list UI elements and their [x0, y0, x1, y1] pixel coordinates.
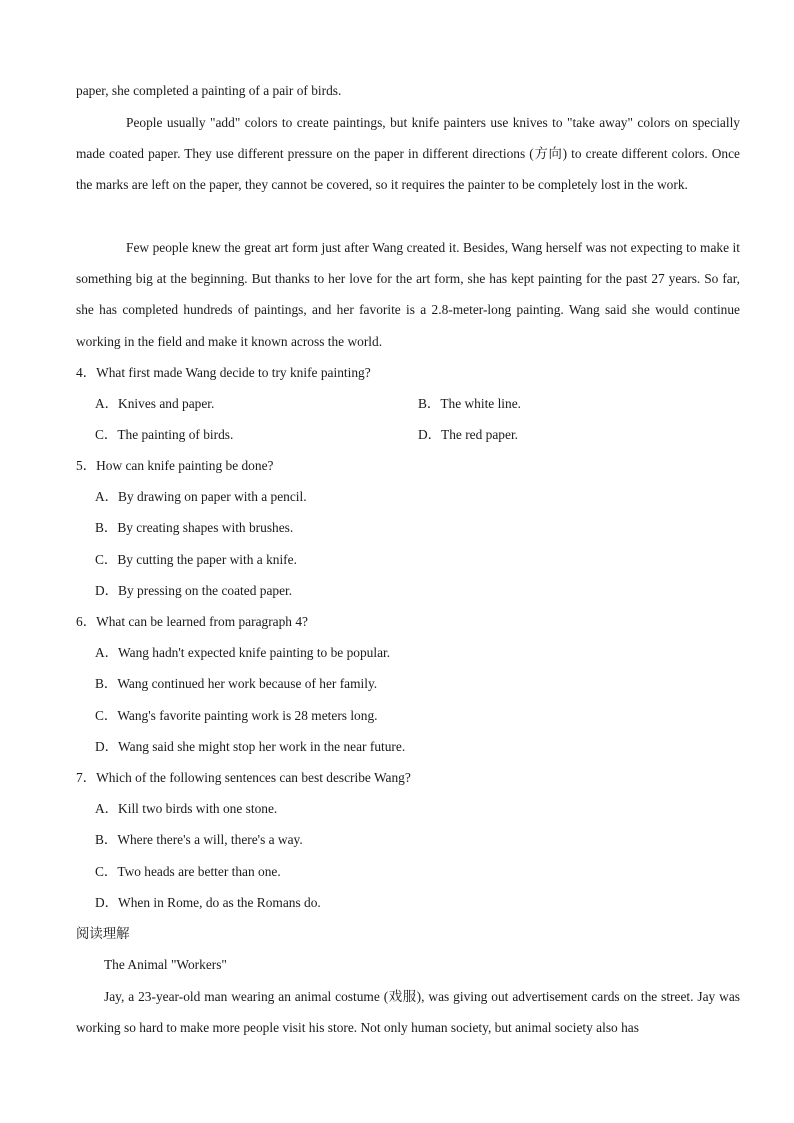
- question-6-option-c[interactable]: C．Wang's favorite painting work is 28 meters long.: [95, 708, 378, 723]
- article-title: The Animal "Workers": [104, 957, 227, 972]
- passage-paragraph-3: [76, 107, 740, 201]
- question-6-option-a[interactable]: A．Wang hadn't expected knife painting to be popular.: [95, 645, 391, 660]
- question-5-option-a[interactable]: A．By drawing on paper with a pencil.: [95, 489, 307, 504]
- article-paragraph-1: [76, 981, 740, 1043]
- question-4-stem: 4．What first made Wang decide to try knife painting?: [76, 365, 371, 380]
- passage-paragraph-4: [76, 232, 740, 357]
- question-7-option-d[interactable]: D．When in Rome, do as the Romans do.: [95, 895, 321, 910]
- article-paragraph-1-text: Jay, a 23-year-old man wearing an animal costume (戏服), was giving out advertisement cards on the street. Jay was working so hard to make more people visit his store. Not only human society, but animal society also has: [76, 989, 740, 1036]
- question-4-option-c[interactable]: C．The painting of birds.: [95, 427, 234, 442]
- question-7-option-c[interactable]: C．Two heads are better than one.: [95, 864, 281, 879]
- question-7-option-a[interactable]: A．Kill two birds with one stone.: [95, 801, 278, 816]
- question-5-option-c[interactable]: C．By cutting the paper with a knife.: [95, 552, 297, 567]
- question-7-option-b[interactable]: B．Where there's a will, there's a way.: [95, 832, 303, 847]
- passage-line-top: paper, she completed a painting of a pair of birds.: [76, 83, 342, 98]
- question-5-option-b[interactable]: B．By creating shapes with brushes.: [95, 520, 294, 535]
- question-5-option-d[interactable]: D．By pressing on the coated paper.: [95, 583, 293, 598]
- question-6-stem: 6．What can be learned from paragraph 4?: [76, 614, 308, 629]
- paragraph-4-text: Few people knew the great art form just after Wang created it. Besides, Wang herself was not expecting to make it something big at the beginning. But thanks to her love for the art form, she has kept painting for the past 27 years. So far, she has completed hundreds of paintings, and her favorite is a 2.8-meter-long painting. Wang said she would continue working in the field and make it known across the world.: [76, 240, 740, 349]
- question-7-stem: 7．Which of the following sentences can best describe Wang?: [76, 770, 411, 785]
- paragraph-3-text: People usually "add" colors to create paintings, but knife painters use knives to "take away" colors on specially made coated paper. They use different pressure on the paper in different directions (方向) to create different colors. Once the marks are left on the paper, they cannot be covered, so it requires the painter to be completely lost in the work.: [76, 115, 740, 193]
- question-4-option-a[interactable]: A．Knives and paper.: [95, 396, 215, 411]
- question-6-option-d[interactable]: D．Wang said she might stop her work in the near future.: [95, 739, 406, 754]
- section-heading: 阅读理解: [76, 926, 130, 941]
- question-6-option-b[interactable]: B．Wang continued her work because of her family.: [95, 676, 378, 691]
- question-4-option-b[interactable]: B．The white line.: [418, 396, 522, 411]
- question-4-option-d[interactable]: D．The red paper.: [418, 427, 519, 442]
- question-5-stem: 5．How can knife painting be done?: [76, 458, 274, 473]
